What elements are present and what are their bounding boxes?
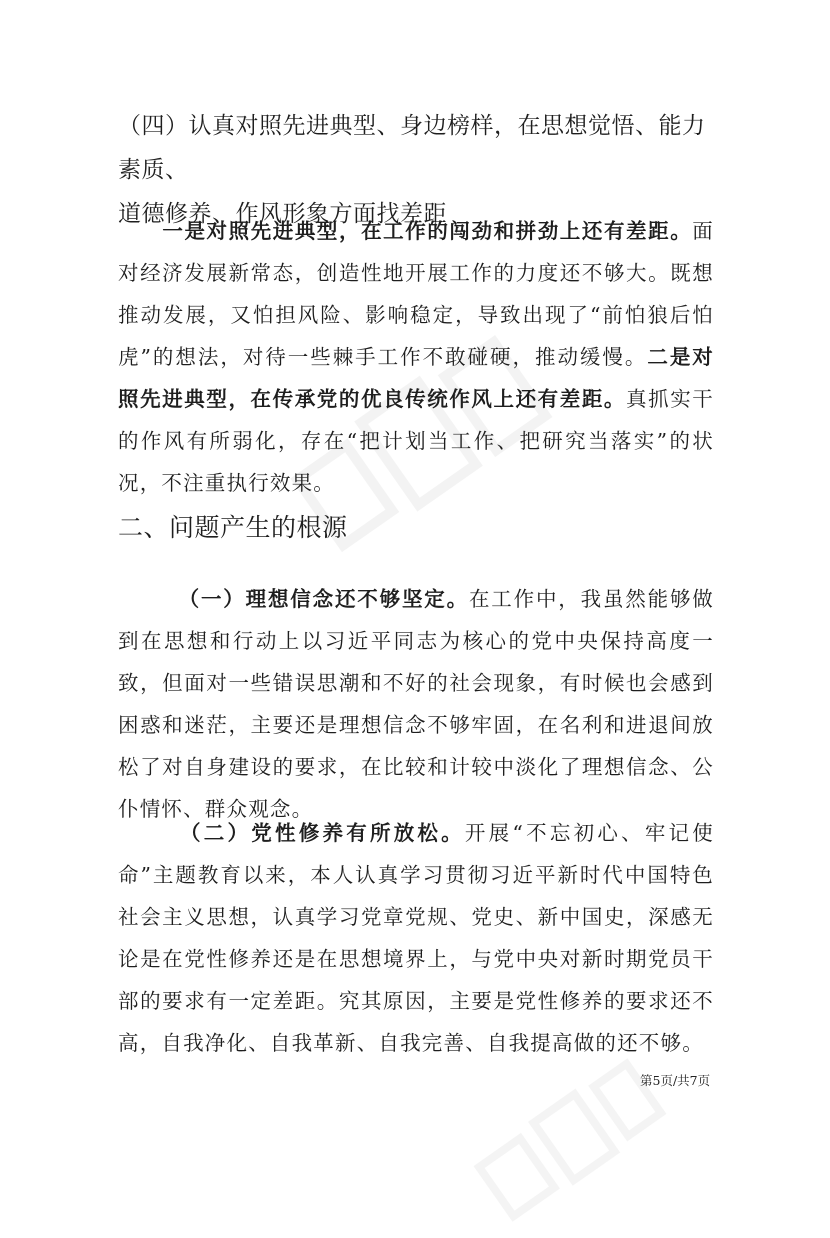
watermark-logo-bottom-icon <box>459 1042 680 1238</box>
paragraph-lead-second: 二是对照先进典型，在传承党的优良传统作风上还有差距。 <box>118 345 714 411</box>
paragraph-lead: （二）党性修养有所放松。 <box>178 821 465 845</box>
paragraph-body-first: 面对经济发展新常态，创造性地开展工作的力度还不够大。既想推动发展，又怕担风险、影响稳定，导致出现了“前怕狼后怕虎”的想法，对待一些棘手工作不敢碰硬，推动缓慢。 <box>118 219 714 369</box>
paragraph-lead: （一）理想信念还不够坚定。 <box>178 587 469 611</box>
subsection-heading-line2: 道德修养、作风形象方面找差距 <box>118 201 447 227</box>
subsection-heading-line1: （四）认真对照先进典型、身边榜样，在思想觉悟、能力素质、 <box>118 113 706 183</box>
page-number-footer <box>640 1073 710 1089</box>
section-title-text: 二、问题产生的根源 <box>118 513 348 542</box>
paragraph-benchmark-gap <box>118 210 714 504</box>
paragraph-body-second: 真抓实干的作风有所弱化，存在“把计划当工作、把研究当落实”的状况，不注重执行效果。 <box>118 387 714 495</box>
paragraph-party-spirit <box>118 812 714 1064</box>
paragraph-body: 开展“不忘初心、牢记使命”主题教育以来，本人认真学习贯彻习近平新时代中国特色社会主义思想，认真学习党章党规、党史、新中国史，深感无论是在党性修养还是在思想境界上，与党中央对新时期党员干部的要求有一定差距。究其原因，主要是党性修养的要求还不高，自我净化、自我革新、自我完善、自我提高做的还不够。 <box>118 821 714 1055</box>
section-title-root-causes <box>118 508 348 548</box>
paragraph-body: 在工作中，我虽然能够做到在思想和行动上以习近平同志为核心的党中央保持高度一致，但面对一些错误思潮和不好的社会现象，有时候也会感到困惑和迷茫，主要还是理想信念不够牢固，在名利和进退间放松了对自身建设的要求，在比较和计较中淡化了理想信念、公仆情怀、群众观念。 <box>118 587 714 821</box>
paragraph-lead-first: 一是对照先进典型，在工作的闯劲和拼劲上还有差距。 <box>162 219 693 243</box>
page-number-label: 第5页/共7页 <box>640 1073 711 1088</box>
paragraph-ideals-beliefs <box>118 578 714 830</box>
